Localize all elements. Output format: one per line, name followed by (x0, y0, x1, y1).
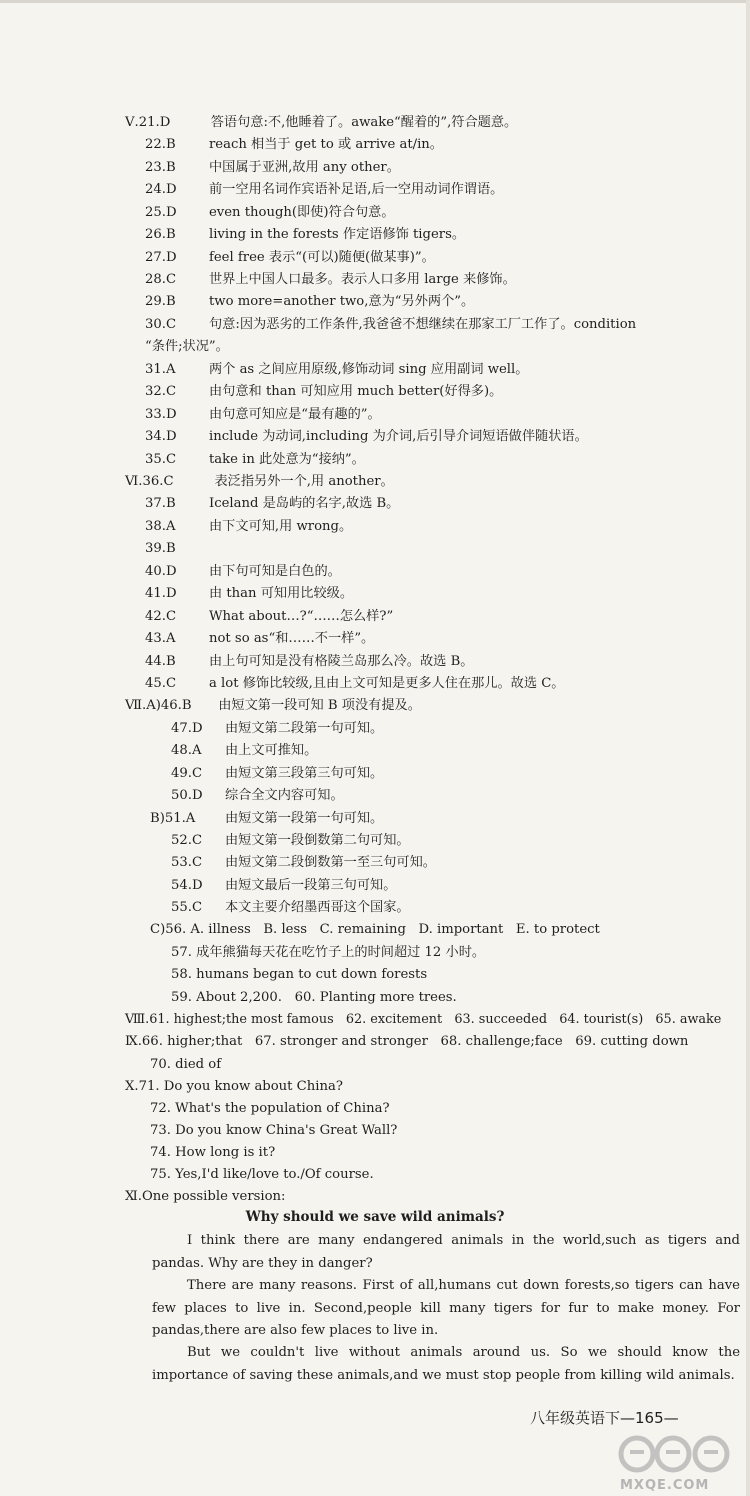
answer-75: 75. Yes,I'd like/love to./Of course. (150, 1167, 374, 1182)
essay-paragraph-3: But we couldn't live without animals around us. So we should know the importance of saving these animals,and we must stop people from killing wild animals. (152, 1345, 740, 1383)
answer-55: 55.C 本文主要介绍墨西哥这个国家。 (171, 900, 410, 915)
answer-43: 43.A not so as“和……不一样”。 (145, 631, 375, 646)
answer-24: 24.D 前一空用名词作宾语补足语,后一空用动词作谓语。 (145, 182, 504, 197)
answer-29: 29.B two more=another two,意为“另外两个”。 (145, 294, 475, 309)
answer-73: 73. Do you know China's Great Wall? (150, 1123, 398, 1138)
answer-41: 41.D 由 than 可知用比较级。 (145, 586, 354, 601)
answer-56: C)56. A. illness B. less C. remaining D. important E. to protect (150, 922, 600, 937)
answer-47: 47.D 由短文第二段第一句可知。 (171, 721, 384, 736)
answer-35: 35.C take in 此处意为“接纳”。 (145, 452, 365, 467)
answer-49: 49.C 由短文第三段第三句可知。 (171, 766, 384, 781)
answer-33: 33.D 由句意可知应是“最有趣的”。 (145, 407, 381, 422)
answer-21: Ⅴ.21.D 答语句意:不,他睡着了。awake“醒着的”,符合题意。 (125, 115, 518, 130)
top-border (0, 0, 750, 3)
essay-title: Why should we save wild animals? (245, 1209, 505, 1225)
answer-22: 22.B reach 相当于 get to 或 arrive at/in。 (145, 137, 443, 152)
right-border (746, 0, 750, 1496)
writing-intro: Ⅺ.One possible version: (125, 1189, 286, 1204)
answer-38: 38.A 由下文可知,用 wrong。 (145, 519, 353, 534)
answer-72: 72. What's the population of China? (150, 1101, 390, 1116)
answer-70: 70. died of (150, 1057, 222, 1072)
essay-paragraph-1: I think there are many endangered animals in the world,such as tigers and pandas. Why are they in danger? (152, 1233, 740, 1271)
answer-52: 52.C 由短文第一段倒数第二句可知。 (171, 833, 410, 848)
answer-26: 26.B living in the forests 作定语修饰 tigers。 (145, 227, 466, 242)
answer-57: 57. 成年熊猫每天花在吃竹子上的时间超过 12 小时。 (171, 945, 486, 960)
answer-53: 53.C 由短文第二段倒数第一至三句可知。 (171, 855, 436, 870)
answer-44: 44.B 由上句可知是没有格陵兰岛那么冷。故选 B。 (145, 654, 474, 669)
answer-31: 31.A 两个 as 之间应用原级,修饰动词 sing 应用副词 well。 (145, 362, 529, 377)
answer-71: Ⅹ.71. Do you know about China? (125, 1079, 343, 1094)
page-footer: 八年级英语下—165— (530, 1409, 679, 1427)
answer-54: 54.D 由短文最后一段第三句可知。 (171, 878, 397, 893)
answer-34: 34.D include 为动词,including 为介词,后引导介词短语做伴随状语。 (145, 429, 588, 444)
answer-36: Ⅵ.36.C 表泛指另外一个,用 another。 (125, 474, 394, 489)
answer-28: 28.C 世界上中国人口最多。表示人口多用 large 来修饰。 (145, 272, 516, 287)
answer-74: 74. How long is it? (150, 1145, 276, 1160)
answer-42: 42.C What about…?“……怎么样?” (145, 609, 394, 624)
watermark-text: MXQE.COM (620, 1478, 710, 1493)
answer-58: 58. humans began to cut down forests (171, 967, 428, 982)
answer-51: B)51.A 由短文第一段第一句可知。 (150, 811, 384, 826)
answer-37: 37.B Iceland 是岛屿的名字,故选 B。 (145, 496, 400, 511)
answer-23: 23.B 中国属于亚洲,故用 any other。 (145, 160, 400, 175)
answer-39: 39.B (145, 541, 176, 556)
answers-61-65: Ⅷ.61. highest;the most famous 62. excitement 63. succeeded 64. tourist(s) 65. awake (125, 1012, 722, 1027)
answer-30-cont: “条件;状况”。 (145, 339, 229, 354)
answers-66-69: Ⅸ.66. higher;that 67. stronger and stronger 68. challenge;face 69. cutting down (125, 1034, 689, 1049)
answer-46: Ⅶ.A)46.B 由短文第一段可知 B 项没有提及。 (125, 698, 421, 713)
answer-45: 45.C a lot 修饰比较级,且由上文可知是更多人住在那儿。故选 C。 (145, 676, 565, 691)
answer-32: 32.C 由句意和 than 可知应用 much better(好得多)。 (145, 384, 503, 399)
answer-48: 48.A 由上文可推知。 (171, 743, 318, 758)
answer-27: 27.D feel free 表示“(可以)随便(做某事)”。 (145, 250, 435, 265)
answer-30: 30.C 句意:因为恶劣的工作条件,我爸爸不想继续在那家工厂工作了。condition (145, 317, 637, 332)
answer-50: 50.D 综合全文内容可知。 (171, 788, 344, 803)
answer-40: 40.D 由下句可知是白色的。 (145, 564, 341, 579)
answer-59-60: 59. About 2,200. 60. Planting more trees. (171, 990, 457, 1005)
answer-25: 25.D even though(即使)符合句意。 (145, 205, 395, 220)
essay-paragraph-2: There are many reasons. First of all,humans cut down forests,so tigers can have few places to live in. Second,people kill many tigers for fur to make money. For pandas,there are also few places to live in. (152, 1278, 740, 1338)
